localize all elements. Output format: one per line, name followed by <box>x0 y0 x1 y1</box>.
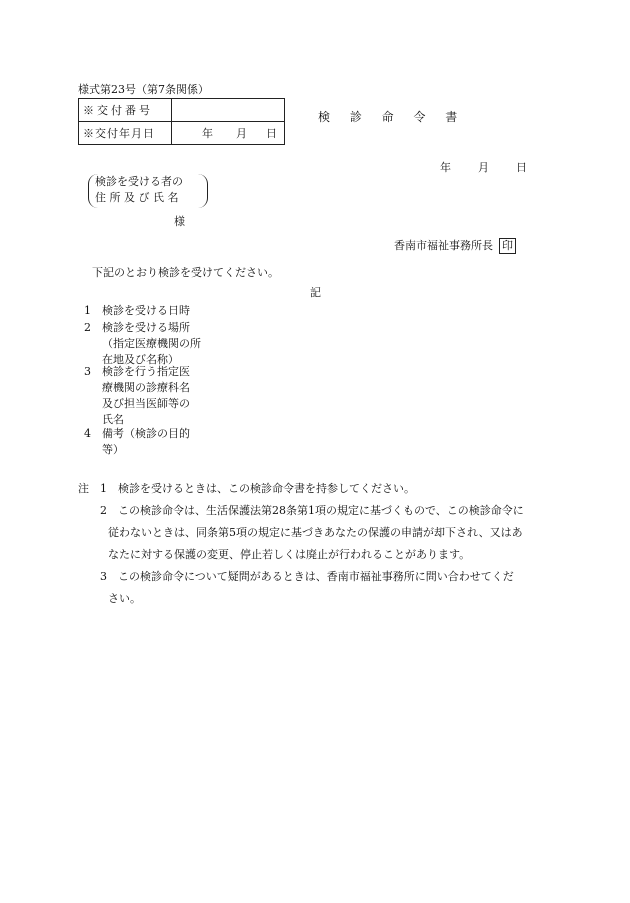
issuer-name: 香南市福祉事務所長 <box>394 239 493 252</box>
item-line: 在地及び名称） <box>102 353 179 366</box>
item-number: 3 <box>84 365 91 378</box>
document-title: 検 診 命 令 書 <box>318 110 466 124</box>
note-number: 2 <box>100 504 107 517</box>
recipient-line1: 検診を受ける者の <box>95 175 183 188</box>
item-line: （指定医療機関の所 <box>102 337 201 350</box>
note-1: 検診を受けるときは、この検診命令書を持参してください。 <box>118 482 415 495</box>
item-line: 備考（検診の目的 <box>102 427 190 440</box>
issue-date-value <box>172 122 285 145</box>
item-line: 検診を受ける日時 <box>102 304 190 317</box>
item-number: 4 <box>84 427 91 440</box>
notes-label: 注 <box>78 482 89 495</box>
recipient-line2: 住 所 及 び 氏 名 <box>95 191 179 204</box>
item-line: 検診を行う指定医 <box>102 365 190 378</box>
note-2-line2: 従わないときは、同条第5項の規定に基づきあなたの保護の申請が却下され、又はあ <box>108 526 523 539</box>
item-line: 等） <box>102 443 124 456</box>
recipient-box <box>88 174 208 208</box>
note-3-line2: さい。 <box>108 592 141 605</box>
item-line: 検診を受ける場所 <box>102 321 190 334</box>
item-1 <box>84 303 190 319</box>
item-4 <box>84 426 190 458</box>
note-2-line1: この検診命令は、生活保護法第28条第1項の規定に基づくもので、この検診命令に <box>118 504 524 517</box>
issue-info-table <box>78 98 285 145</box>
item-number: 1 <box>84 304 91 317</box>
note-number: 3 <box>100 570 107 583</box>
issue-date-label: ※交付年月日 <box>79 122 172 145</box>
item-line: 療機関の診療科名 <box>102 381 190 394</box>
ki-heading: 記 <box>310 286 321 299</box>
item-number: 2 <box>84 321 91 334</box>
issue-number-label: ※交付番号 <box>79 99 172 122</box>
issuer-line <box>394 237 516 254</box>
seal-mark: 印 <box>499 238 516 254</box>
issue-date-month: 月 <box>236 127 247 140</box>
doc-date-month: 月 <box>478 161 489 174</box>
note-3-line1: この検診命令について疑問があるときは、香南市福祉事務所に問い合わせてくだ <box>118 570 514 583</box>
document-date <box>440 159 527 175</box>
note-number: 1 <box>100 482 107 495</box>
issue-date-year: 年 <box>202 127 213 140</box>
doc-date-year: 年 <box>440 161 451 174</box>
intro-text: 下記のとおり検診を受けてください。 <box>92 266 279 279</box>
doc-date-day: 日 <box>516 161 527 174</box>
item-line: 氏名 <box>102 413 124 426</box>
issue-number-value <box>172 99 285 122</box>
item-line: 及び担当医師等の <box>102 397 190 410</box>
recipient-honorific: 様 <box>174 215 185 228</box>
notes-block <box>78 478 524 610</box>
issue-date-day: 日 <box>266 127 277 140</box>
note-2-line3: なたに対する保護の変更、停止若しくは廃止が行われることがあります。 <box>108 548 471 561</box>
item-2 <box>84 320 201 368</box>
form-number: 様式第23号（第7条関係） <box>78 83 209 96</box>
item-3 <box>84 364 190 428</box>
